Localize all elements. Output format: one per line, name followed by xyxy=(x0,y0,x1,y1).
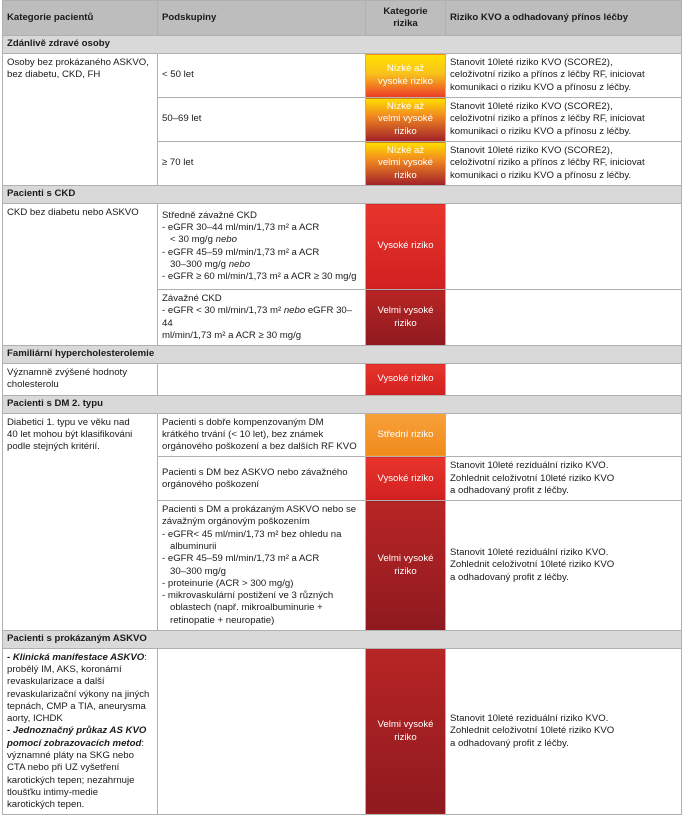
risk-table xyxy=(2,0,682,815)
benefit-cell: Stanovit 10leté riziko KVO (SCORE2), celoživotní riziko a přínos z léčby RF, iniciovat komunikaci o riziku KVO a přínosu z léčby. xyxy=(446,98,682,142)
risk-badge: Velmi vysoké riziko xyxy=(366,648,446,814)
patient-cell: - Klinická manifestace ASKVO: probělý IM, AKS, koronární revaskularizace a další revaskularizační výkony na jiných tepnách, CMP a TIA, aneurysma aorty, ICHDK - Jednoznačný průkaz AS KVO pomocí zobrazovacích metod: významné pláty na SKG nebo CTA nebo při UZ vyšetření karotických tepen; nezahrnuje tloušťku intimy-medie karotických tepen. xyxy=(3,648,158,814)
benefit-cell: Stanovit 10leté reziduální riziko KVO. Zohlednit celoživotní 10leté riziko KVO a odhadovaný profit z léčby. xyxy=(446,648,682,814)
subgroup-cell: ≥ 70 let xyxy=(158,142,366,186)
risk-badge: Vysoké riziko xyxy=(366,204,446,290)
benefit-cell: Stanovit 10leté riziko KVO (SCORE2), celoživotní riziko a přínos z léčby RF, iniciovat komunikaci o riziku KVO a přínosu z léčby. xyxy=(446,142,682,186)
subgroup-cell: Pacienti s DM a prokázaným ASKVO nebo se závažným orgánovým poškozením - eGFR< 45 ml/min/1,73 m² bez ohledu na albuminurii - eGFR 45–59 ml/min/1,73 m² a ACR 30–300 mg/g - proteinurie (ACR > 300 mg/g) - mikrovaskulární postižení ve 3 různých oblastech (např. mikroalbuminurie + retinopatie + neuropatie) xyxy=(158,501,366,631)
section-title: Familiární hypercholesterolemie xyxy=(3,346,682,364)
section-title: Pacienti s DM 2. typu xyxy=(3,395,682,413)
table-header xyxy=(3,1,682,36)
risk-badge: Střední riziko xyxy=(366,413,446,457)
section-header xyxy=(3,346,682,364)
subgroup-cell: Středně závažné CKD - eGFR 30–44 ml/min/1,73 m² a ACR < 30 mg/g nebo - eGFR 45–59 ml/min/1,73 m² a ACR 30–300 mg/g nebo - eGFR ≥ 60 ml/min/1,73 m² a ACR ≥ 30 mg/g xyxy=(158,204,366,290)
risk-badge: Velmi vysoké riziko xyxy=(366,501,446,631)
patient-cell: Diabetici 1. typu ve věku nad 40 let mohou být klasifikováni podle stejných kritérií. xyxy=(3,413,158,630)
subgroup-cell: Pacienti s dobře kompenzovaným DM krátkého trvání (< 10 let), bez známek orgánového poškození a bez dalších RF KVO xyxy=(158,413,366,457)
table-row xyxy=(3,364,682,396)
risk-badge: Vysoké riziko xyxy=(366,457,446,501)
table-row xyxy=(3,54,682,98)
risk-badge: Nízké až velmi vysoké riziko xyxy=(366,98,446,142)
benefit-cell xyxy=(446,290,682,346)
section-title: Pacienti s prokázaným ASKVO xyxy=(3,630,682,648)
subgroup-cell: 50–69 let xyxy=(158,98,366,142)
section-title: Pacienti s CKD xyxy=(3,186,682,204)
benefit-cell xyxy=(446,364,682,396)
table-row xyxy=(3,648,682,814)
patient-cell: Významně zvýšené hodnoty cholesterolu xyxy=(3,364,158,396)
header-patient-category: Kategorie pacientů xyxy=(3,1,158,36)
benefit-cell xyxy=(446,413,682,457)
patient-cell: Osoby bez prokázaného ASKVO, bez diabetu, CKD, FH xyxy=(3,54,158,186)
subgroup-cell xyxy=(158,648,366,814)
risk-badge: Nízké až vysoké riziko xyxy=(366,54,446,98)
section-header xyxy=(3,36,682,54)
risk-badge: Nízké až velmi vysoké riziko xyxy=(366,142,446,186)
header-risk-category: Kategorie rizika xyxy=(366,1,446,36)
patient-cell: CKD bez diabetu nebo ASKVO xyxy=(3,204,158,346)
benefit-cell: Stanovit 10leté riziko KVO (SCORE2), celoživotní riziko a přínos z léčby RF, iniciovat komunikaci o riziku KVO a přínosu z léčby. xyxy=(446,54,682,98)
header-risk-benefit: Riziko KVO a odhadovaný přínos léčby xyxy=(446,1,682,36)
subgroup-cell: Závažné CKD - eGFR < 30 ml/min/1,73 m² nebo eGFR 30–44 ml/min/1,73 m² a ACR ≥ 30 mg/g xyxy=(158,290,366,346)
table-row xyxy=(3,204,682,290)
benefit-cell xyxy=(446,204,682,290)
risk-badge: Velmi vysoké riziko xyxy=(366,290,446,346)
subgroup-cell xyxy=(158,364,366,396)
section-header xyxy=(3,395,682,413)
subgroup-cell: Pacienti s DM bez ASKVO nebo závažného orgánového poškození xyxy=(158,457,366,501)
benefit-cell: Stanovit 10leté reziduální riziko KVO. Zohlednit celoživotní 10leté riziko KVO a odhadovaný profit z léčby. xyxy=(446,501,682,631)
table-row xyxy=(3,413,682,457)
section-title: Zdánlivě zdravé osoby xyxy=(3,36,682,54)
benefit-cell: Stanovit 10leté reziduální riziko KVO. Zohlednit celoživotní 10leté riziko KVO a odhadovaný profit z léčby. xyxy=(446,457,682,501)
risk-badge: Vysoké riziko xyxy=(366,364,446,396)
subgroup-cell: < 50 let xyxy=(158,54,366,98)
section-header xyxy=(3,630,682,648)
header-subgroups: Podskupiny xyxy=(158,1,366,36)
section-header xyxy=(3,186,682,204)
